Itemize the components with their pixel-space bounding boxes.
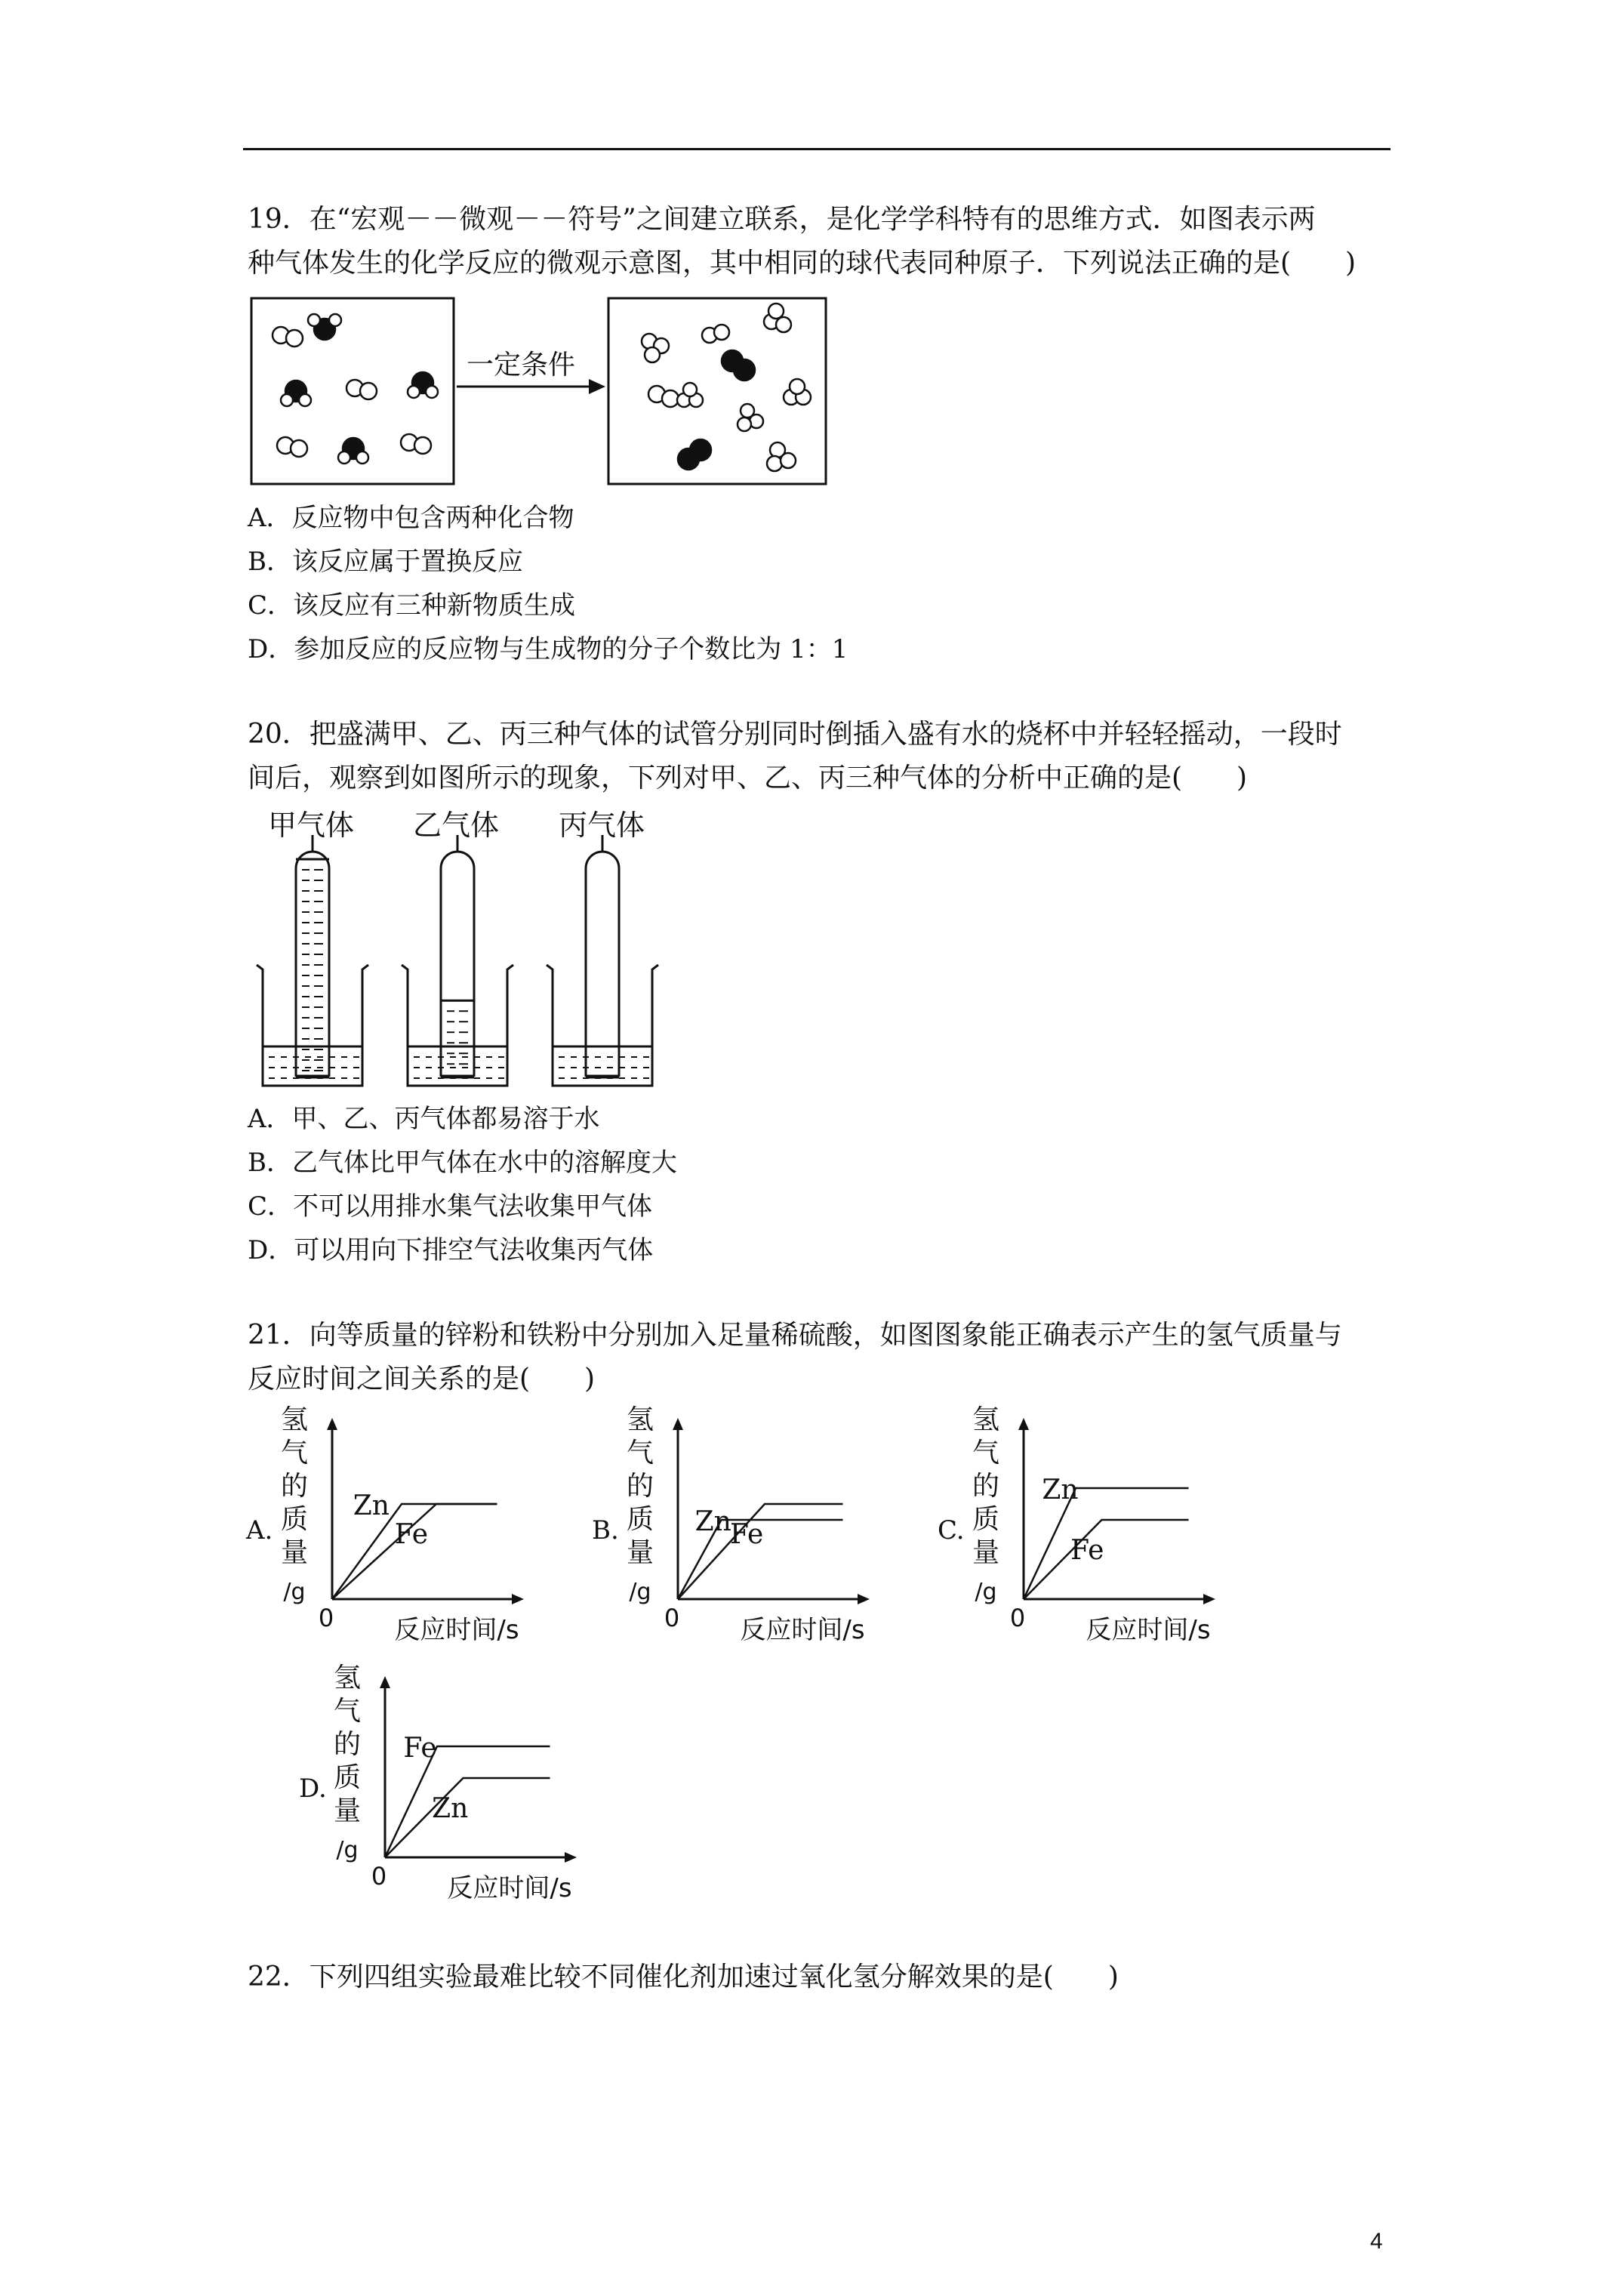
q19-option-b[interactable]: B．该反应属于置换反应	[248, 547, 523, 577]
y-axis-arrow	[673, 1418, 683, 1430]
y-axis-label-char: 质	[972, 1504, 1000, 1535]
q19-stem	[248, 198, 1410, 285]
gas-label-yi: 乙气体	[412, 809, 500, 842]
series-label-zn: Zn	[353, 1490, 390, 1521]
q20-option-c[interactable]: C．不可以用排水集气法收集甲气体	[248, 1191, 653, 1222]
reactant-molecule	[277, 437, 307, 457]
q19-option-a[interactable]: A．反应物中包含两种化合物	[248, 503, 574, 533]
reactant-molecule	[338, 438, 368, 464]
option-label: A.	[246, 1515, 273, 1546]
q19-stem-line2: 种气体发生的化学反应的微观示意图，其中相同的球代表同种原子．下列说法正确的是( )	[248, 248, 1357, 279]
reactant-molecule	[281, 381, 311, 406]
q21-chart-b	[587, 1401, 935, 1643]
series-label-zn: Zn	[1042, 1475, 1079, 1505]
q20-tube-diagram	[249, 806, 672, 1093]
origin-label: 0	[318, 1604, 334, 1632]
q22-stem-line1: 22．下列四组实验最难比较不同催化剂加速过氧化氢分解效果的是( )	[248, 1962, 1119, 1992]
y-axis-arrow	[1018, 1418, 1029, 1430]
x-axis-arrow	[1203, 1594, 1215, 1604]
y-axis-unit: /g	[336, 1837, 359, 1863]
reactant-molecule	[273, 327, 303, 347]
y-axis-label-char: 质	[626, 1504, 654, 1535]
y-axis-label-char: 氢	[972, 1404, 1000, 1435]
product-molecule	[642, 334, 669, 362]
y-axis-label-char: 气	[333, 1696, 362, 1727]
q20-stem-line2: 间后，观察到如图所示的现象，下列对甲、乙、丙三种气体的分析中正确的是( )	[248, 763, 1248, 794]
product-molecule	[738, 404, 763, 431]
y-axis-arrow	[327, 1418, 337, 1430]
q19-reaction-diagram	[249, 296, 838, 486]
x-axis-label: 反应时间/s	[394, 1615, 519, 1643]
product-molecule	[722, 350, 755, 381]
x-axis-arrow	[858, 1594, 870, 1604]
x-axis-label: 反应时间/s	[740, 1615, 865, 1643]
y-axis-label-char: 气	[972, 1438, 1000, 1469]
x-axis-label: 反应时间/s	[1086, 1615, 1211, 1643]
y-axis-label-char: 的	[333, 1729, 362, 1760]
tube-yi	[402, 835, 513, 1086]
y-axis-label-char: 氢	[280, 1404, 309, 1435]
y-axis-label-char: 氢	[626, 1404, 654, 1435]
y-axis-arrow	[380, 1676, 390, 1688]
option-label: B.	[592, 1515, 619, 1546]
x-axis-arrow	[565, 1852, 577, 1863]
reactant-molecule	[308, 314, 341, 340]
option-label: C.	[938, 1515, 965, 1546]
product-molecule	[648, 386, 679, 407]
option-label: D.	[299, 1774, 327, 1804]
series-line-fe	[1024, 1520, 1189, 1599]
y-axis-label-char: 质	[333, 1762, 362, 1793]
q20-option-d[interactable]: D．可以用向下排空气法收集丙气体	[248, 1235, 654, 1265]
q21-chart-a	[242, 1401, 589, 1643]
q21-chart-d	[294, 1660, 642, 1901]
product-molecule	[677, 383, 703, 407]
y-axis-unit: /g	[629, 1579, 651, 1605]
q20-stem	[248, 713, 1410, 800]
product-molecule	[764, 304, 791, 332]
q22-stem	[248, 1955, 1410, 1999]
q20-option-b[interactable]: B．乙气体比甲气体在水中的溶解度大	[248, 1148, 677, 1178]
y-axis-label-char: 量	[626, 1537, 654, 1568]
gas-label-jia: 甲气体	[267, 809, 355, 842]
gas-label-bing: 丙气体	[558, 809, 645, 842]
tubes	[257, 835, 658, 1086]
y-axis-label-char: 量	[333, 1795, 362, 1826]
y-axis-label-char: 气	[280, 1438, 309, 1469]
y-axis-label-char: 的	[280, 1471, 309, 1502]
product-molecule	[784, 379, 811, 405]
y-axis-unit: /g	[283, 1579, 306, 1605]
series-label-zn: Zn	[694, 1506, 731, 1537]
x-axis-arrow	[512, 1594, 524, 1604]
tube-jia	[257, 835, 368, 1086]
q21-stem-line2: 反应时间之间关系的是( )	[248, 1364, 596, 1395]
origin-label: 0	[1009, 1604, 1026, 1632]
y-axis-label-char: 量	[280, 1537, 309, 1568]
series-label-zn: Zn	[432, 1793, 469, 1824]
q21-stem-line1: 21．向等质量的锌粉和铁粉中分别加入足量稀硫酸，如图图象能正确表示产生的氢气质量与	[248, 1320, 1342, 1351]
product-molecule	[702, 325, 729, 343]
reactant-molecule	[408, 372, 438, 398]
y-axis-label-char: 质	[280, 1504, 309, 1535]
q19-stem-line1: 19．在“宏观－－微观－－符号”之间建立联系，是化学学科特有的思维方式．如图表示两	[248, 204, 1316, 235]
origin-label: 0	[371, 1862, 387, 1891]
q20-option-a[interactable]: A．甲、乙、丙气体都易溶于水	[248, 1104, 600, 1134]
q21-chart-c	[933, 1401, 1280, 1643]
series-label-fe: Fe	[403, 1733, 437, 1764]
series-label-fe: Fe	[730, 1519, 764, 1550]
reactant-molecule	[346, 380, 377, 399]
q21-stem	[248, 1314, 1410, 1401]
reaction-arrow-head	[589, 379, 605, 394]
reactant-molecule	[401, 434, 431, 454]
y-axis-label-char: 量	[972, 1537, 1000, 1568]
y-axis-label-char: 的	[972, 1471, 1000, 1502]
y-axis-unit: /g	[975, 1579, 997, 1605]
y-axis-label-char: 的	[626, 1471, 654, 1502]
y-axis-label-char: 氢	[333, 1663, 362, 1693]
q19-option-d[interactable]: D．参加反应的反应物与生成物的分子个数比为 1：1	[248, 634, 848, 664]
reaction-condition: 一定条件	[466, 350, 576, 381]
q19-option-c[interactable]: C．该反应有三种新物质生成	[248, 590, 576, 621]
tube-bing	[547, 835, 658, 1086]
q20-stem-line1: 20．把盛满甲、乙、丙三种气体的试管分别同时倒插入盛有水的烧杯中并轻轻摇动，一段时	[248, 719, 1342, 750]
origin-label: 0	[664, 1604, 680, 1632]
product-molecule	[678, 439, 711, 470]
product-molecule	[767, 442, 796, 471]
page-number: 4	[1370, 2229, 1383, 2254]
y-axis-label-char: 气	[626, 1438, 654, 1469]
header-rule	[243, 148, 1390, 150]
series-label-fe: Fe	[1070, 1535, 1104, 1566]
x-axis-label: 反应时间/s	[447, 1873, 572, 1901]
series-label-fe: Fe	[394, 1519, 429, 1550]
